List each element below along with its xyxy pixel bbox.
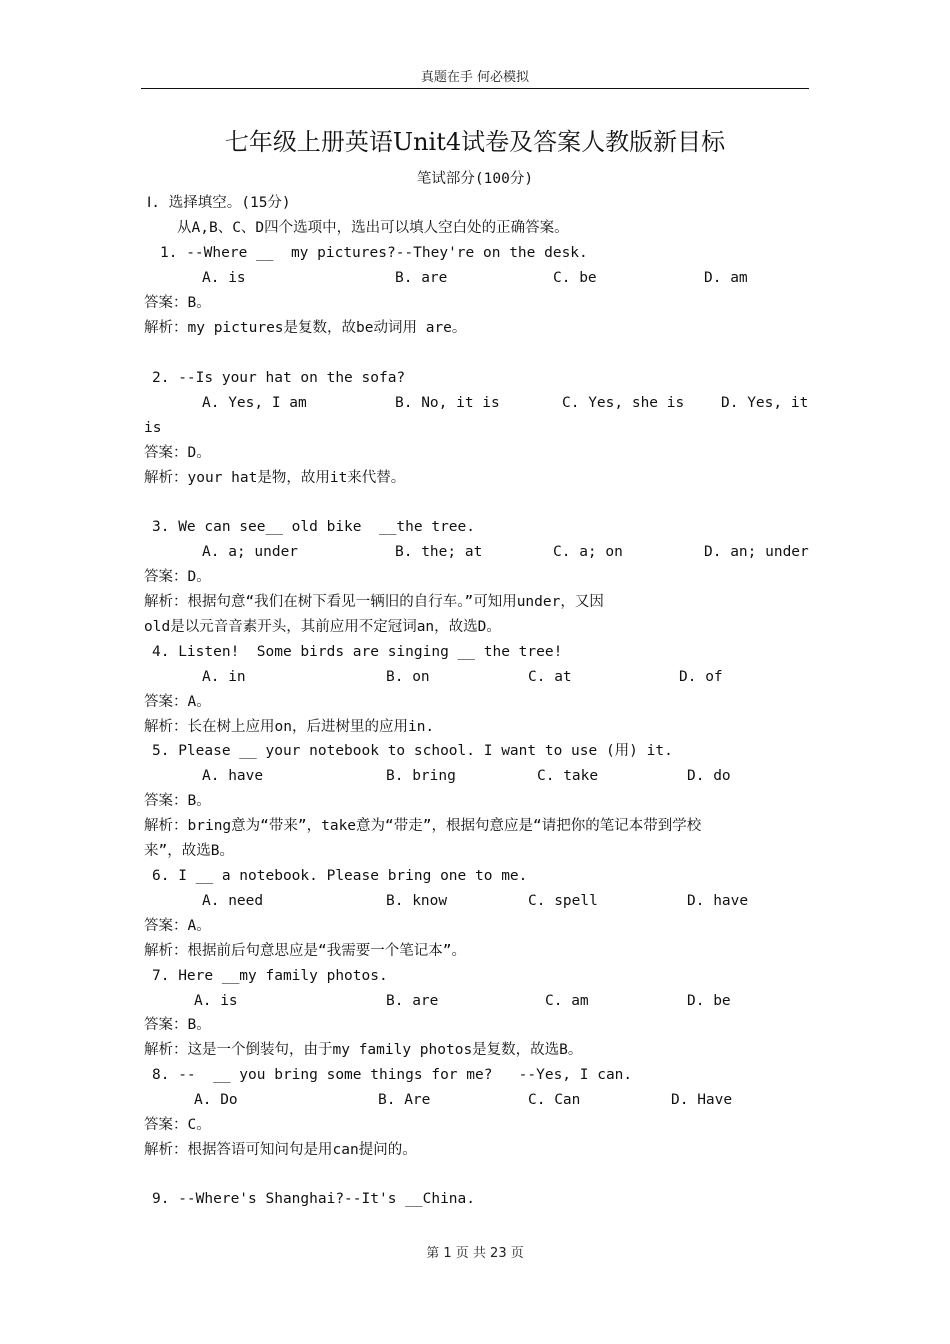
option-d: D. be	[687, 993, 731, 1009]
explanation-line: 解析：bring意为“带来”，take意为“带走”，根据句意应是“请把你的笔记本带到学校	[144, 818, 702, 834]
explanation-line: 解析：长在树上应用on，后进树里的应用in.	[144, 719, 435, 735]
page-header: 真题在手 何必模拟	[420, 70, 530, 85]
question-stem: 6. I __ a notebook. Please bring one to me.	[152, 868, 528, 884]
header-rule	[141, 88, 809, 89]
answer-line: 答案：D。	[144, 445, 211, 461]
explanation-line: old是以元音音素开头，其前应用不定冠词an，故选D。	[144, 619, 501, 635]
explanation-line: 解析：根据句意“我们在树下看见一辆旧的自行车。”可知用under，又因	[144, 594, 604, 610]
option-d: D. am	[704, 270, 748, 286]
option-d: D. an; under	[704, 544, 809, 560]
answer-line: 答案：B。	[144, 295, 211, 311]
option-b: B. bring	[386, 768, 456, 784]
option-a: A. have	[202, 768, 264, 784]
section-instruction: 从A,B、C、D四个选项中，选出可以填人空白处的正确答案。	[177, 220, 569, 236]
option-b: B. on	[386, 669, 430, 685]
option-b: B. are	[386, 993, 439, 1009]
page-footer: 第 1 页 共 23 页	[426, 1246, 524, 1261]
option-c: C. take	[537, 768, 599, 784]
option-b: B. the; at	[395, 544, 483, 560]
answer-line: 答案：A。	[144, 918, 211, 934]
explanation-line: 来”，故选B。	[144, 843, 234, 859]
option-a: A. is	[202, 270, 246, 286]
option-a: A. Yes, I am	[202, 395, 307, 411]
option-a: A. Do	[194, 1092, 238, 1108]
option-wrap: is	[144, 420, 162, 436]
question-stem: 5. Please __ your notebook to school. I want to use (用) it.	[152, 743, 673, 759]
option-c: C. be	[553, 270, 597, 286]
option-c: C. at	[528, 669, 572, 685]
option-c: C. a; on	[553, 544, 623, 560]
option-b: B. No, it is	[395, 395, 500, 411]
option-c: C. am	[545, 993, 589, 1009]
answer-line: 答案：D。	[144, 569, 211, 585]
answer-line: 答案：B。	[144, 793, 211, 809]
option-b: B. Are	[378, 1092, 431, 1108]
question-stem: 9. --Where's Shanghai?--It's __China.	[152, 1191, 476, 1207]
question-stem: 3. We can see__ old bike __the tree.	[152, 519, 476, 535]
answer-line: 答案：B。	[144, 1017, 211, 1033]
question-stem: 8. -- __ you bring some things for me? --Yes, I can.	[152, 1067, 633, 1083]
option-d: D. do	[687, 768, 731, 784]
option-c: C. Can	[528, 1092, 581, 1108]
explanation-line: 解析：这是一个倒装句，由于my family photos是复数，故选B。	[144, 1042, 583, 1058]
option-b: B. know	[386, 893, 448, 909]
option-a: A. a; under	[202, 544, 299, 560]
question-stem: 2. --Is your hat on the sofa?	[152, 370, 406, 386]
option-a: A. is	[194, 993, 238, 1009]
option-d: D. Have	[671, 1092, 733, 1108]
question-stem: 7. Here __my family photos.	[152, 968, 388, 984]
answer-line: 答案：C。	[144, 1117, 211, 1133]
section-heading: Ⅰ. 选择填空。(15分)	[147, 195, 291, 211]
explanation-line: 解析：根据前后句意思应是“我需要一个笔记本”。	[144, 943, 466, 959]
explanation-line: 解析：my pictures是复数，故be动词用 are。	[144, 320, 467, 336]
option-b: B. are	[395, 270, 448, 286]
explanation-line: 解析：根据答语可知问句是用can提问的。	[144, 1142, 417, 1158]
answer-line: 答案：A。	[144, 694, 211, 710]
option-d: D. of	[679, 669, 723, 685]
explanation-line: 解析：your hat是物，故用it来代替。	[144, 470, 406, 486]
option-d: D. Yes, it	[721, 395, 809, 411]
option-a: A. in	[202, 669, 246, 685]
document-title: 七年级上册英语Unit4试卷及答案人教版新目标	[224, 128, 726, 156]
option-d: D. have	[687, 893, 749, 909]
option-c: C. Yes, she is	[562, 395, 685, 411]
option-a: A. need	[202, 893, 264, 909]
question-stem: 1. --Where __ my pictures?--They're on the desk.	[160, 245, 588, 261]
document-subtitle: 笔试部分(100分)	[416, 171, 534, 187]
option-c: C. spell	[528, 893, 598, 909]
question-stem: 4. Listen! Some birds are singing __ the tree!	[152, 644, 563, 660]
